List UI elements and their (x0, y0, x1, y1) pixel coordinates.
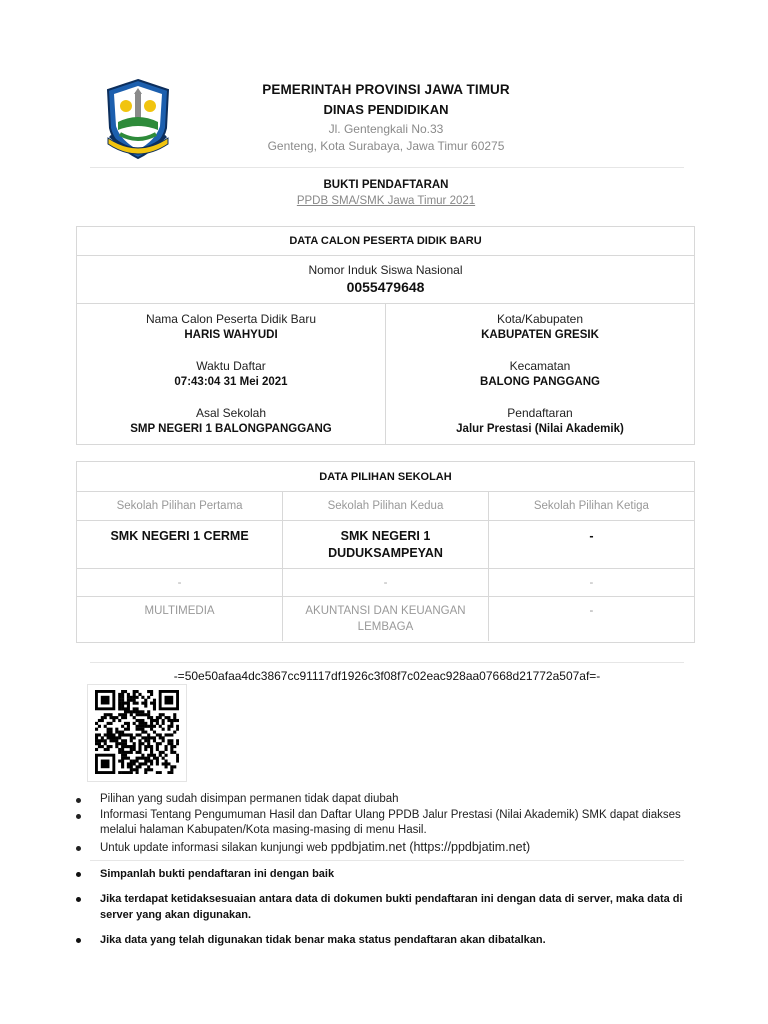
ppdb-site-link[interactable]: ppdbjatim.net (330, 840, 406, 854)
field-label: Pendaftaran (507, 406, 573, 420)
student-detail-right (385, 304, 694, 444)
field-origin-school (77, 406, 385, 453)
school-choice-3: - (488, 521, 694, 569)
qr-code-icon (95, 690, 179, 774)
nisn-label: Nomor Induk Siswa Nasional (308, 263, 463, 277)
field-student-name (77, 312, 385, 359)
list-item: Informasi Tentang Pengumuman Hasil dan Daftar Ulang PPDB Jalur Prestasi (Nilai Akademik) SMK dapat diakses melalui halaman Kabupaten/Kota masing-masing di menu Hasil. (88, 808, 688, 838)
note-web-prefix: Untuk update informasi silakan kunjungi web (100, 842, 331, 854)
header-address-street: Jl. Gentengkali No.33 (328, 122, 444, 136)
major-choice-1: MULTIMEDIA (77, 597, 283, 641)
student-data-heading: DATA CALON PESERTA DIDIK BARU (77, 227, 694, 256)
column-header: Sekolah Pilihan Kedua (283, 492, 489, 521)
field-value: Jalur Prestasi (Nilai Akademik) (456, 423, 624, 435)
student-detail-columns (77, 304, 694, 444)
table-cell: - (283, 569, 489, 597)
verification-hash: -=50e50afaa4dc3867cc91117df1926c3f08f7c02eac928aa07668d21772a507af=- (173, 669, 601, 683)
table-row (77, 597, 694, 641)
nisn-block (77, 256, 694, 304)
field-value: 07:43:04 31 Mei 2021 (174, 376, 288, 388)
field-label: Kota/Kabupaten (496, 312, 584, 326)
field-label: Nama Calon Peserta Didik Baru (145, 312, 317, 326)
header-divider (90, 167, 684, 168)
school-choice-grid (77, 491, 694, 641)
field-label: Asal Sekolah (195, 406, 267, 420)
field-registration-time (77, 359, 385, 406)
column-header: Sekolah Pilihan Ketiga (488, 492, 694, 521)
major-choice-2: AKUNTANSI DAN KEUANGAN LEMBAGA (283, 597, 489, 641)
ppdb-site-url: (https://ppdbjatim.net) (405, 840, 531, 854)
warning-list (88, 866, 688, 948)
table-row (77, 492, 694, 521)
list-item: Jika terdapat ketidaksesuaian antara data di dokumen bukti pendaftaran ini dengan data di server, maka data di server yang akan digunakan. (88, 891, 688, 923)
student-data-table (76, 226, 695, 445)
document-title: BUKTI PENDAFTARAN (323, 179, 449, 191)
header-address-city: Genteng, Kota Surabaya, Jawa Timur 60275 (267, 139, 505, 153)
field-district (386, 359, 694, 406)
table-cell: - (77, 569, 283, 597)
table-cell: - (488, 569, 694, 597)
field-value: HARIS WAHYUDI (184, 329, 278, 341)
field-value: SMP NEGERI 1 BALONGPANGGANG (130, 423, 332, 435)
major-choice-3: - (488, 597, 694, 641)
list-item (88, 840, 688, 856)
column-header: Sekolah Pilihan Pertama (77, 492, 283, 521)
list-item: Simpanlah bukti pendaftaran ini dengan baik (88, 866, 688, 882)
document-subtitle: PPDB SMA/SMK Jawa Timur 2021 (296, 195, 476, 207)
school-choice-heading: DATA PILIHAN SEKOLAH (319, 470, 452, 483)
header-government-name: PEMERINTAH PROVINSI JAWA TIMUR (262, 82, 510, 97)
header-department-name: DINAS PENDIDIKAN (323, 102, 449, 117)
nisn-value: 0055479648 (346, 279, 425, 295)
field-label: Kecamatan (509, 359, 571, 373)
table-row (77, 521, 694, 569)
document-title-block (200, 179, 572, 207)
field-registration-track (386, 406, 694, 453)
school-choice-2: SMK NEGERI 1 DUDUKSAMPEYAN (283, 521, 489, 569)
field-city-regency (386, 312, 694, 359)
list-item: Pilihan yang sudah disimpan permanen tidak dapat diubah (88, 792, 688, 807)
list-item: Jika data yang telah digunakan tidak benar maka status pendaftaran akan dibatalkan. (88, 932, 688, 948)
document-header (0, 0, 768, 168)
school-choice-table (76, 461, 695, 643)
qr-code-frame (87, 684, 187, 782)
hash-divider (90, 662, 684, 663)
field-value: KABUPATEN GRESIK (481, 329, 599, 341)
table-row (77, 569, 694, 597)
info-notes-list (88, 792, 688, 857)
notes-divider (90, 860, 684, 861)
field-label: Waktu Daftar (196, 359, 266, 373)
east-java-emblem-icon (104, 78, 172, 160)
field-value: BALONG PANGGANG (480, 376, 600, 388)
student-detail-left (77, 304, 385, 444)
school-choice-1: SMK NEGERI 1 CERME (77, 521, 283, 569)
